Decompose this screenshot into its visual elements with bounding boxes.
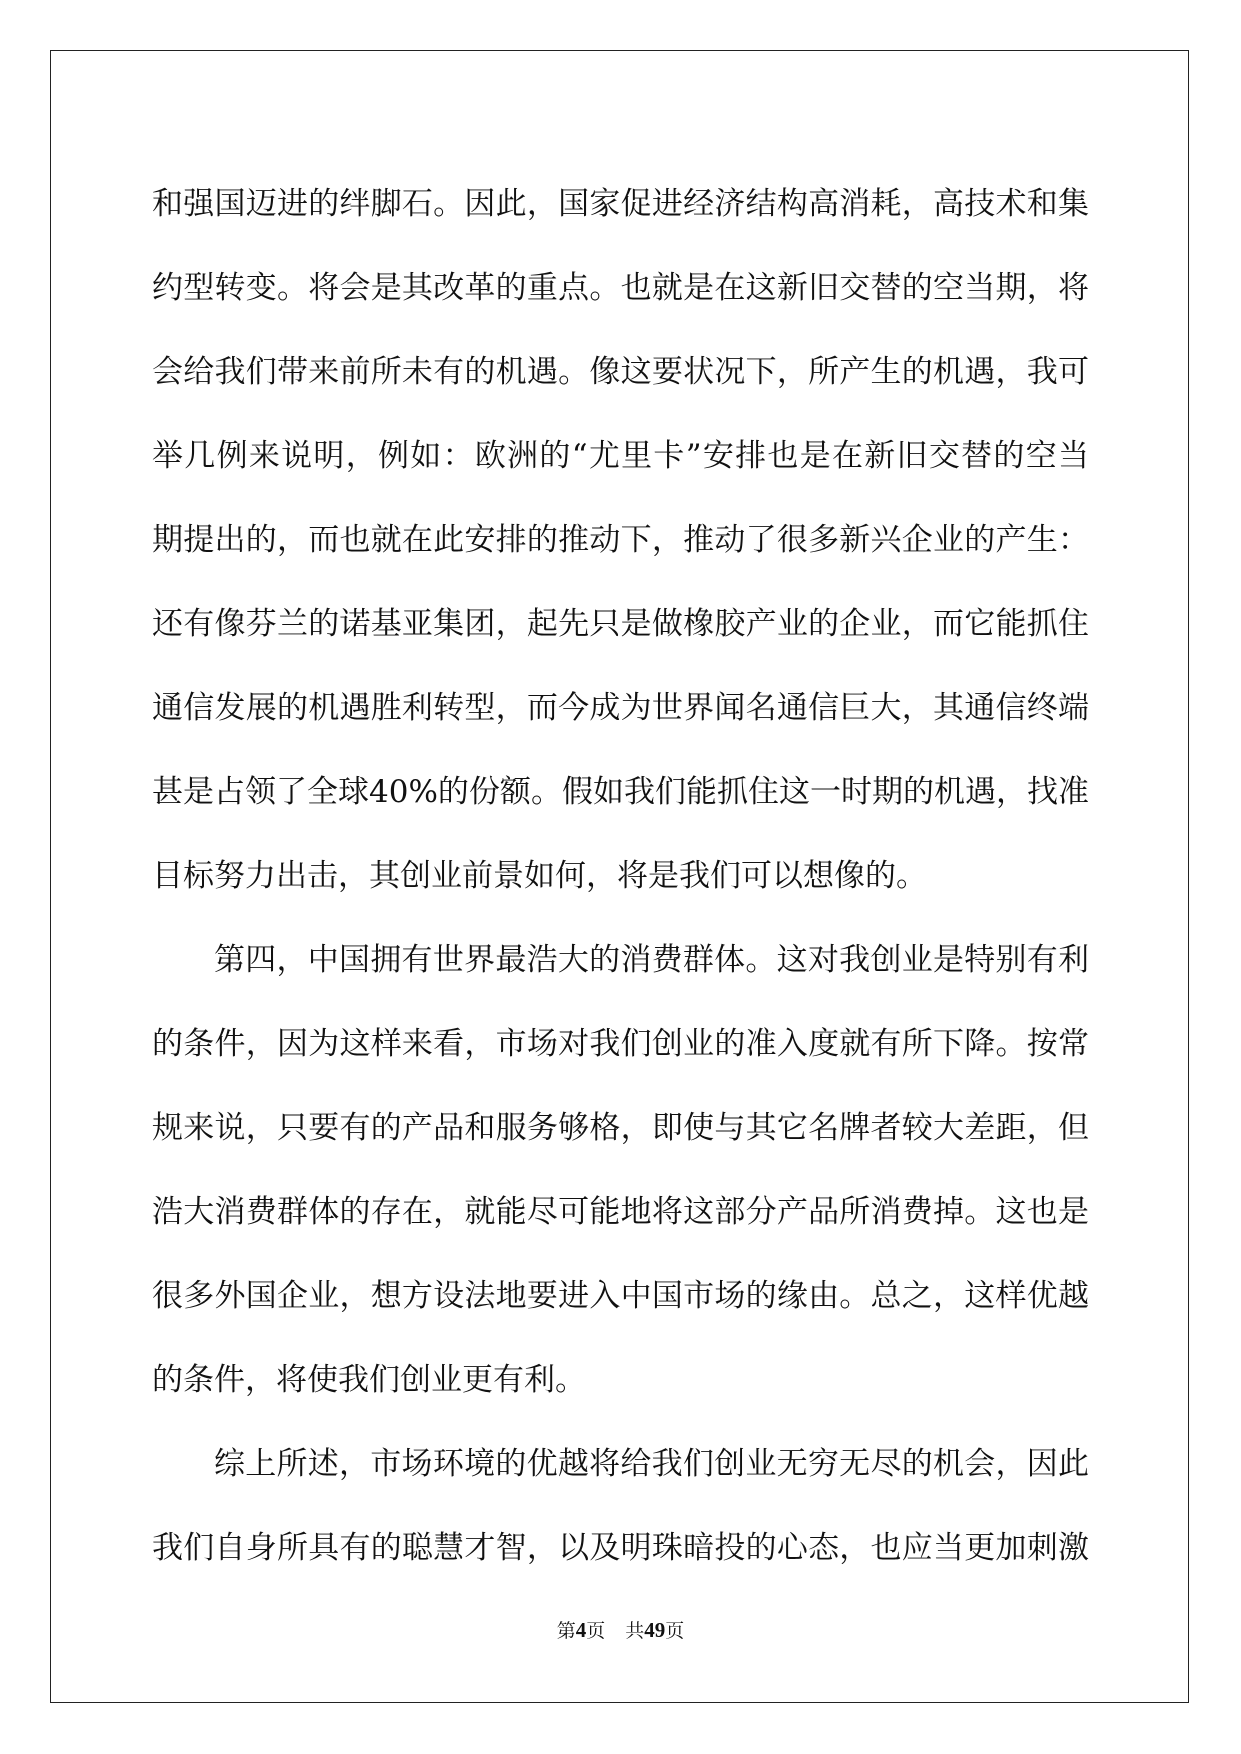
text-line: 通信发展的机遇胜利转型，而今成为世界闻名通信巨大，其通信终端	[152, 690, 1089, 726]
text-line: 会给我们带来前所未有的机遇。像这要状况下，所产生的机遇，我可	[152, 354, 1089, 390]
total-suffix: 页	[665, 1620, 685, 1642]
page-number: 4	[575, 1618, 587, 1642]
total-prefix: 共	[625, 1620, 645, 1642]
text-line: 期提出的，而也就在此安排的推动下，推动了很多新兴企业的产生：	[152, 522, 1089, 558]
text-line: 目标努力出击，其创业前景如何，将是我们可以想像的。	[152, 858, 927, 894]
total-pages: 49	[644, 1618, 666, 1642]
text-line: 举几例来说明，例如：欧洲的“尤里卡”安排也是在新旧交替的空当	[152, 438, 1089, 474]
text-line: 浩大消费群体的存在，就能尽可能地将这部分产品所消费掉。这也是	[152, 1194, 1089, 1230]
page-prefix: 第	[556, 1620, 576, 1642]
page-suffix: 页	[586, 1620, 606, 1642]
body-text	[152, 162, 1089, 1590]
text-line: 很多外国企业，想方设法地要进入中国市场的缘由。总之，这样优越	[152, 1278, 1089, 1314]
text-line: 约型转变。将会是其改革的重点。也就是在这新旧交替的空当期，将	[152, 270, 1089, 306]
text-line: 综上所述，市场环境的优越将给我们创业无穷无尽的机会，因此	[214, 1446, 1089, 1482]
text-line: 的条件，将使我们创业更有利。	[152, 1362, 586, 1398]
text-line: 和强国迈进的绊脚石。因此，国家促进经济结构高消耗，高技术和集	[152, 186, 1089, 222]
text-line: 甚是占领了全球40%的份额。假如我们能抓住这一时期的机遇，找准	[152, 774, 1089, 810]
text-line: 还有像芬兰的诺基亚集团，起先只是做橡胶产业的企业，而它能抓住	[152, 606, 1089, 642]
page-footer	[0, 1618, 1241, 1643]
text-line: 第四，中国拥有世界最浩大的消费群体。这对我创业是特别有利	[214, 942, 1089, 978]
text-line: 我们自身所具有的聪慧才智，以及明珠暗投的心态，也应当更加刺激	[152, 1530, 1089, 1566]
text-line: 的条件，因为这样来看，市场对我们创业的准入度就有所下降。按常	[152, 1026, 1089, 1062]
text-line: 规来说，只要有的产品和服务够格，即使与其它名牌者较大差距，但	[152, 1110, 1089, 1146]
